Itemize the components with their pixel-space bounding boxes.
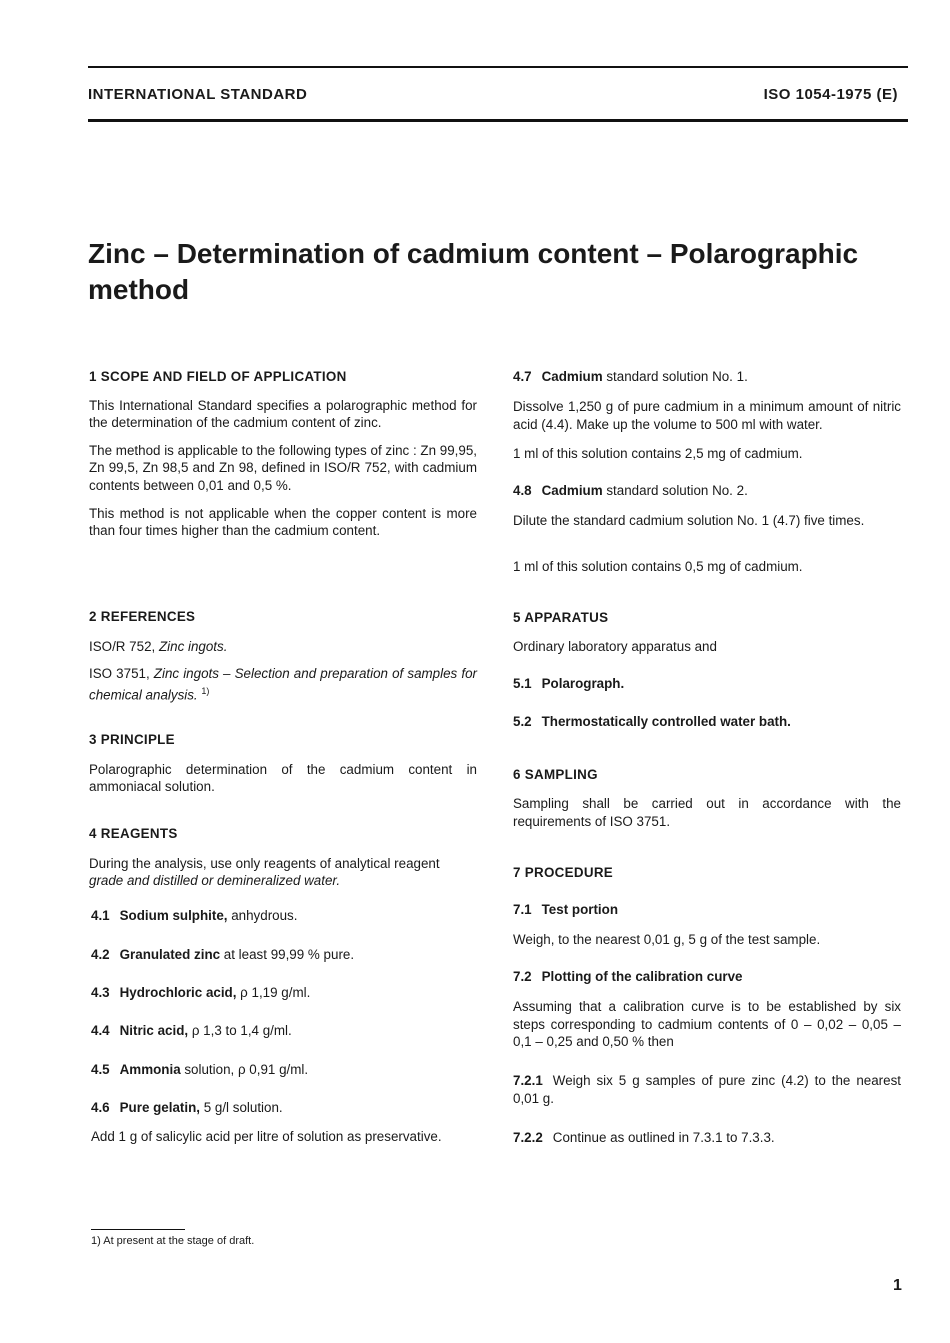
reagent-4-2-number: 4.2 [91, 947, 110, 962]
section-2-heading: 2 REFERENCES [89, 609, 196, 624]
reference-1-number: ISO/R 752, [89, 638, 159, 654]
top-rule [88, 66, 908, 68]
reagent-4-6-name: Pure gelatin, [119, 1100, 200, 1115]
reagent-4-7-paragraph-1: Dissolve 1,250 g of pure cadmium in a minimum amount of nitric acid (4.4). Make up the volume to 500 ml with water. [513, 399, 901, 432]
subsection-7-2-1-text: Weigh six 5 g samples of pure zinc (4.2) to the nearest 0,01 g. [513, 1073, 901, 1106]
section-1-paragraph-3: This method is not applicable when the copper content is more than four times higher than the cadmium content. [89, 505, 477, 539]
section-4-paragraph [89, 855, 477, 890]
reagent-4-3 [91, 985, 310, 1000]
section-1-paragraph-2: The method is applicable to the following types of zinc : Zn 99,95, Zn 99,5, Zn 98,5 and Zn 98, defined in ISO/R 752, with cadmium contents between 0,01 and 0,5 %. [89, 442, 477, 493]
reagent-4-6-text: 5 g/l solution. [200, 1100, 283, 1115]
reagent-4-6 [91, 1100, 283, 1115]
reference-1-title: Zinc ingots. [158, 638, 228, 654]
reagent-4-3-text: ρ 1,19 g/ml. [236, 985, 311, 1000]
header-rule [88, 119, 908, 122]
standard-number: ISO 1054-1975 (E) [763, 86, 898, 103]
reagent-4-8 [513, 483, 748, 498]
subsection-7-2-heading [513, 969, 743, 984]
subsection-7-2-1 [513, 1072, 901, 1107]
reagent-4-8-name: Cadmium [541, 483, 603, 498]
reagent-4-7-paragraph-2: 1 ml of this solution contains 2,5 mg of cadmium. [513, 446, 803, 461]
subsection-7-2-1-number: 7.2.1 [513, 1073, 543, 1088]
reagent-4-4-name: Nitric acid, [119, 1023, 189, 1038]
standard-label: INTERNATIONAL STANDARD [88, 86, 308, 103]
section-5-heading: 5 APPARATUS [513, 610, 609, 625]
subsection-7-1-paragraph: Weigh, to the nearest 0,01 g, 5 g of the test sample. [513, 932, 821, 947]
subsection-7-1-title: Test portion [541, 902, 618, 917]
reagent-4-5-number: 4.5 [91, 1062, 110, 1077]
section-6-heading: 6 SAMPLING [513, 767, 598, 782]
page-number: 1 [893, 1277, 902, 1294]
reagent-4-7-number: 4.7 [513, 369, 532, 384]
footnote: 1) At present at the stage of draft. [91, 1235, 255, 1247]
reagent-4-1-text: anhydrous. [227, 908, 298, 923]
section-6-paragraph: Sampling shall be carried out in accordance with the requirements of ISO 3751. [513, 796, 901, 829]
reagent-4-5-text: solution, ρ 0,91 g/ml. [180, 1062, 309, 1077]
title-line-1: Zinc – Determination of cadmium content – Polarographic [88, 238, 859, 269]
reference-2-title: Zinc ingots – Selection and preparation of samples for chemical analysis. [89, 666, 477, 703]
section-4-heading: 4 REAGENTS [89, 826, 178, 841]
left-column [89, 368, 477, 540]
reagent-4-5-name: Ammonia [119, 1062, 181, 1077]
subsection-7-2-number: 7.2 [513, 969, 532, 984]
reagent-4-6-number: 4.6 [91, 1100, 110, 1115]
reagent-4-3-name: Hydrochloric acid, [119, 985, 237, 1000]
apparatus-5-1-name: Polarograph. [541, 676, 625, 691]
reference-2-number: ISO 3751, [89, 666, 154, 682]
reagent-4-8-paragraph-1: Dilute the standard cadmium solution No. 1 (4.7) five times. [513, 513, 865, 528]
reagent-4-8-paragraph-2: 1 ml of this solution contains 0,5 mg of cadmium. [513, 559, 803, 574]
section-5-paragraph: Ordinary laboratory apparatus and [513, 639, 717, 654]
subsection-7-2-2-number: 7.2.2 [513, 1130, 543, 1145]
subsection-7-2-2-text: Continue as outlined in 7.3.1 to 7.3.3. [552, 1130, 775, 1145]
reagent-4-8-text: standard solution No. 2. [602, 483, 748, 498]
section-3-heading: 3 PRINCIPLE [89, 732, 175, 747]
section-4-paragraph-line-2: grade and distilled or demineralized water. [89, 873, 341, 889]
subsection-7-1-heading [513, 902, 618, 917]
reagent-4-2 [91, 947, 354, 962]
footnote-rule [91, 1229, 185, 1230]
left-column-references [89, 608, 477, 704]
reagent-4-6-note: Add 1 g of salicylic acid per litre of solution as preservative. [91, 1129, 442, 1144]
section-4-paragraph-line-1: During the analysis, use only reagents of analytical reagent [89, 855, 440, 871]
reagent-4-7 [513, 369, 748, 384]
apparatus-5-2 [513, 714, 791, 729]
section-1-paragraph-1: This International Standard specifies a polarographic method for the determination of the cadmium content of zinc. [89, 397, 477, 431]
left-column-reagents [89, 825, 477, 890]
apparatus-5-1-number: 5.1 [513, 676, 532, 691]
reagent-4-5 [91, 1062, 308, 1077]
document-title [88, 236, 908, 308]
reagent-4-4 [91, 1023, 292, 1038]
subsection-7-2-title: Plotting of the calibration curve [541, 969, 743, 984]
footnote-marker: 1) [201, 685, 210, 696]
reagent-4-4-text: ρ 1,3 to 1,4 g/ml. [188, 1023, 292, 1038]
reagent-4-7-text: standard solution No. 1. [602, 369, 748, 384]
apparatus-5-2-name: Thermostatically controlled water bath. [541, 714, 791, 729]
section-7-heading: 7 PROCEDURE [513, 865, 614, 880]
reagent-4-3-number: 4.3 [91, 985, 110, 1000]
reagent-4-1-name: Sodium sulphite, [119, 908, 228, 923]
apparatus-5-2-number: 5.2 [513, 714, 532, 729]
reagent-4-8-number: 4.8 [513, 483, 532, 498]
subsection-7-2-paragraph: Assuming that a calibration curve is to be established by six steps corresponding to cadmium contents of 0 – 0,02 – 0,05 – 0,1 – 0,25 and 0,50 % then [513, 999, 901, 1050]
apparatus-5-1 [513, 676, 624, 691]
reagent-4-1-number: 4.1 [91, 908, 110, 923]
reference-1 [89, 638, 477, 656]
reagent-4-2-name: Granulated zinc [119, 947, 221, 962]
reference-2 [89, 665, 477, 704]
reagent-4-2-text: at least 99,99 % pure. [220, 947, 355, 962]
reagent-4-4-number: 4.4 [91, 1023, 110, 1038]
left-column-principle [89, 731, 477, 796]
reagent-4-1 [91, 908, 297, 923]
title-line-2: method [88, 274, 190, 305]
section-1-heading: 1 SCOPE AND FIELD OF APPLICATION [89, 369, 347, 384]
section-3-paragraph: Polarographic determination of the cadmium content in ammoniacal solution. [89, 761, 477, 795]
subsection-7-2-2 [513, 1129, 901, 1147]
reagent-4-7-name: Cadmium [541, 369, 603, 384]
subsection-7-1-number: 7.1 [513, 902, 532, 917]
